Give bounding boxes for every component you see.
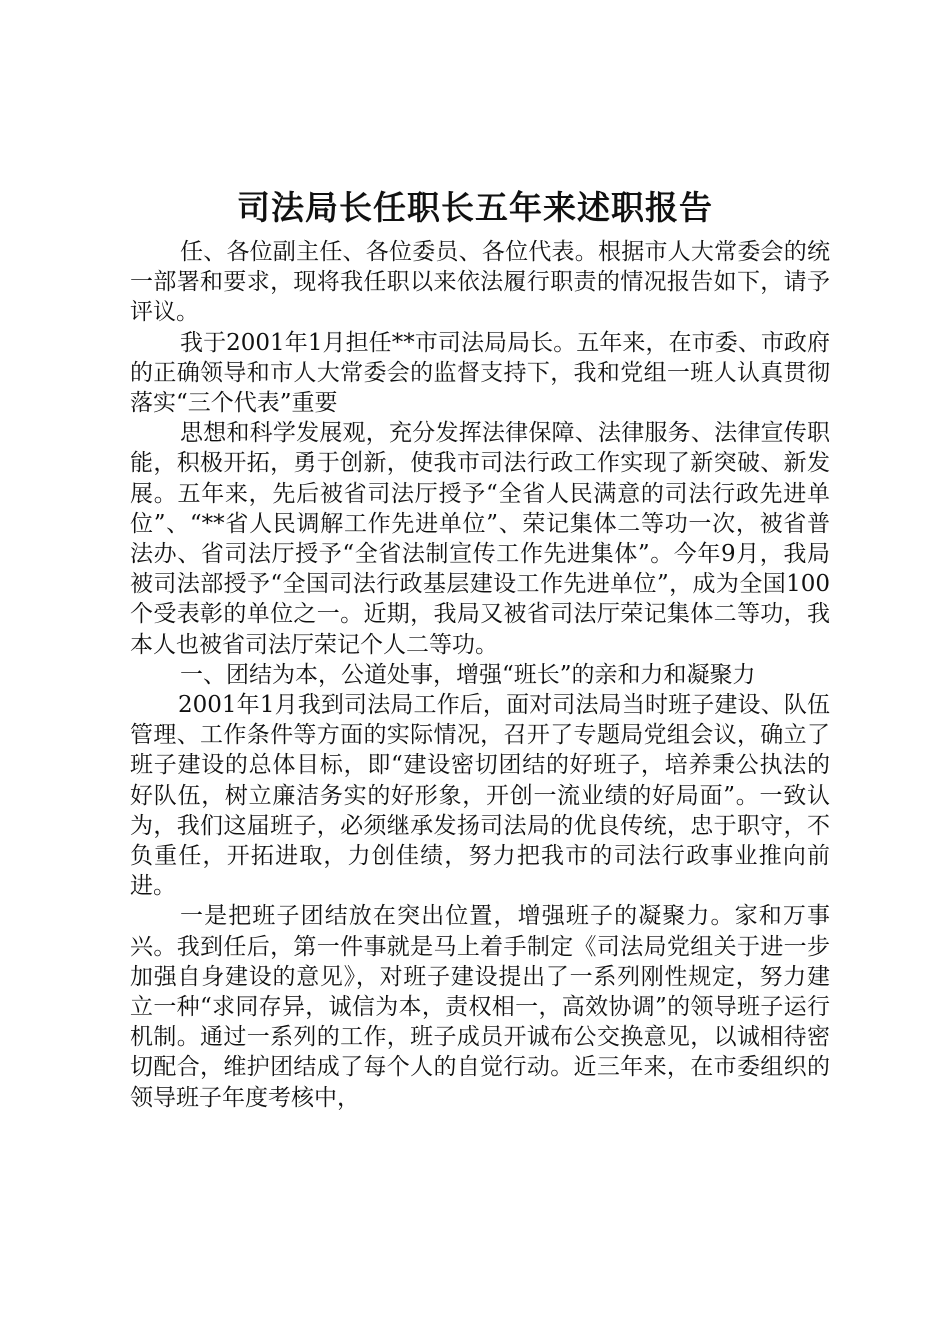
paragraph-team-building: 2001年1月我到司法局工作后，面对司法局当时班子建设、队伍管理、工作条件等方面的实际情况，召开了专题局党组会议，确立了班子建设的总体目标，即“建设密切团结的好班子，培养秉公执法的好队伍，树立廉洁务实的好形象，开创一流业绩的好局面”。一致认为，我们这届班子，必须继承发扬司法局的优良传统，忠于职守，不负重任，开拓进取，力创佳绩，努力把我市的司法行政事业推向前进。 [130, 692, 830, 900]
paragraph-appointment: 我于2001年1月担任**市司法局局长。五年来，在市委、市政府的正确领导和市人大常委会的监督支持下，我和党组一班人认真贯彻落实“三个代表”重要 [130, 329, 830, 417]
paragraph-opening: 任、各位副主任、各位委员、各位代表。根据市人大常委会的统一部署和要求，现将我任职以来依法履行职责的情况报告如下，请予评议。 [130, 239, 830, 326]
document-body [130, 237, 830, 1113]
paragraph-achievements: 思想和科学发展观，充分发挥法律保障、法律服务、法律宣传职能，积极开拓，勇于创新，使我市司法行政工作实现了新突破、新发展。五年来，先后被省司法厅授予“全省人民满意的司法行政先进单位”、“**省人民调解工作先进单位”、荣记集体二等功一次，被省普法办、省司法厅授予“全省法制宣传工作先进集体”。今年9月，我局被司法部授予“全国司法行政基层建设工作先进单位”，成为全国100个受表彰的单位之一。近期，我局又被省司法厅荣记集体二等功，我本人也被省司法厅荣记个人二等功。 [130, 420, 830, 658]
paragraph-unity: 一是把班子团结放在突出位置，增强班子的凝聚力。家和万事兴。我到任后，第一件事就是马上着手制定《司法局党组关于进一步加强自身建设的意见》，对班子建设提出了一系列刚性规定，努力建立一种“求同存异，诚信为本，责权相一，高效协调”的领导班子运行机制。通过一系列的工作，班子成员开诚布公交换意见，以诚相待密切配合，维护团结成了每个人的自觉行动。近三年来，在市委组织的领导班子年度考核中， [130, 903, 830, 1111]
document-title: 司法局长任职长五年来述职报告 [237, 188, 713, 227]
section-heading-1: 一、团结为本，公道处事，增强“班长”的亲和力和凝聚力 [180, 661, 756, 688]
